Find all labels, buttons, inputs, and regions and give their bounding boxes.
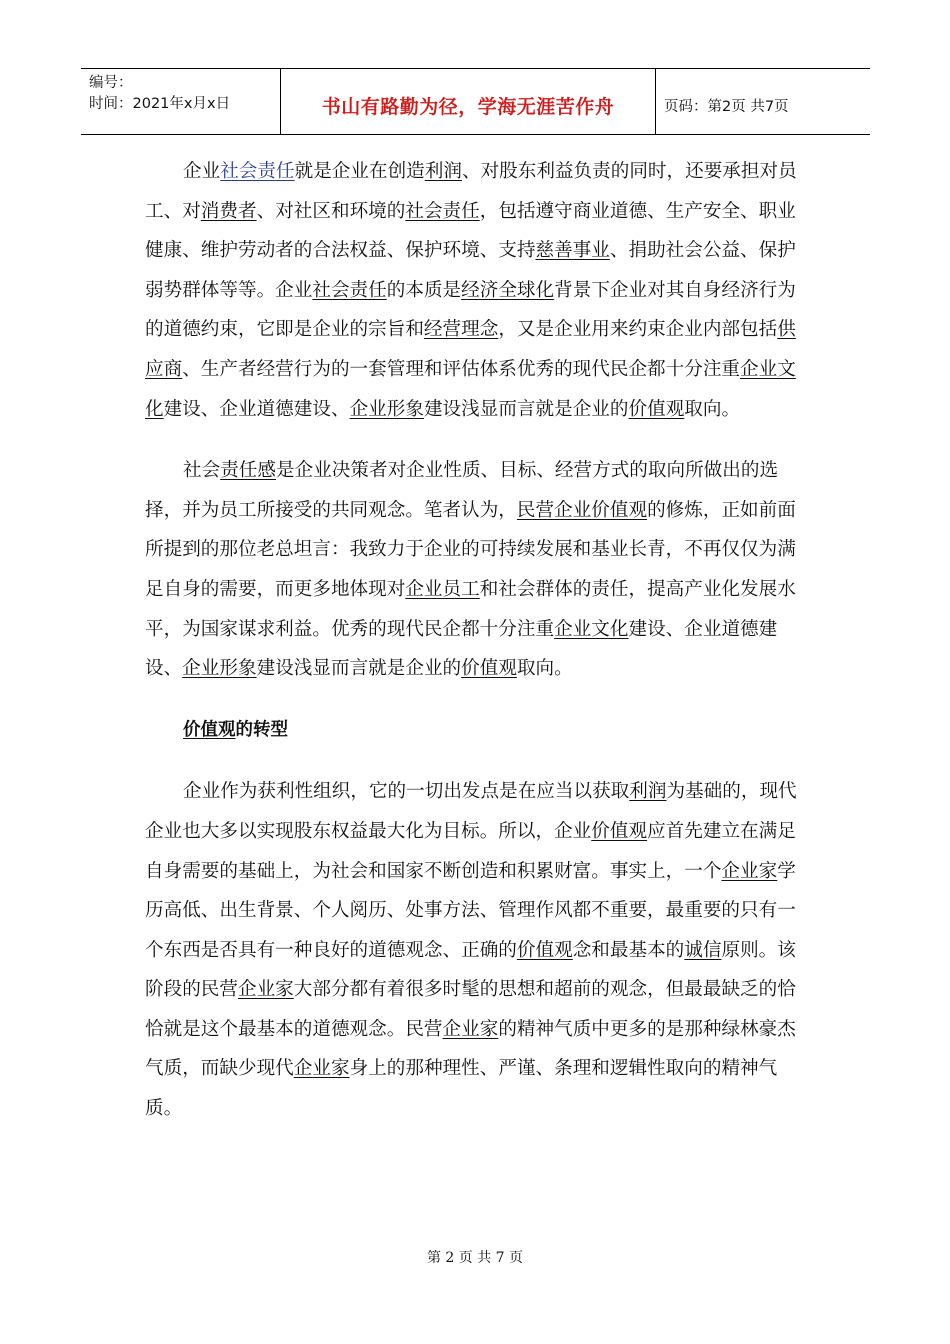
text-run: 、捐助社会公益、保护弱势群体等等。企业	[145, 240, 796, 301]
text-run: 学历高低、出生背景、个人阅历、处事方法、管理作风都不重要，最重要的只有一个东西是否具有一种良好的道德观念、正确的	[145, 860, 796, 961]
text-run: 的精神气质中更多的是那种绿林豪杰气质，而缺少现代	[145, 1018, 796, 1080]
keyword-link[interactable]: 社会责任	[220, 161, 295, 182]
keyword-link[interactable]: 企业员工	[405, 578, 480, 600]
keyword-link[interactable]: 社会责任	[405, 200, 480, 222]
keyword-link[interactable]: 民营企业价值观	[516, 499, 648, 521]
page-header	[81, 68, 870, 135]
text-run: 为基础的，现代企业也大多以实现股东权益最大化为目标。所以，企业	[145, 781, 797, 842]
text-run: 是企业决策者对企业性质、目标、经营方式的取向所做出的选择，并为员工所接受的共同观念。笔者认为，	[145, 460, 779, 521]
page-footer: 第 2 页 共 7 页	[426, 1250, 524, 1266]
keyword-link[interactable]: 企业家	[721, 860, 778, 882]
text-run: 取向。	[516, 658, 573, 680]
text-run: 背景下企业对其自身经济行为的道德约束，它即是企业的宗旨和	[145, 279, 796, 341]
keyword-link[interactable]: 利润	[424, 161, 462, 182]
keyword-link[interactable]: 供应商	[145, 319, 796, 380]
text-run: ，包括遵守商业道德、生产安全、职业健康、维护劳动者的合法权益、保护环境、支持	[145, 200, 796, 262]
document-body	[145, 152, 813, 1129]
text-run: 身上的那种理性、严谨、条理和逻辑性取向的精神气质。	[145, 1058, 778, 1120]
keyword-link[interactable]: 经营理念	[423, 319, 499, 341]
keyword-link[interactable]: 企业文化	[554, 618, 629, 640]
header-motto: 书山有路勤为径，学海无涯苦作舟	[281, 69, 656, 134]
keyword-link[interactable]: 企业家	[442, 1018, 499, 1040]
text-run: 、生产者经营行为的一套管理和评估体系优秀的现代民企都十分注重	[182, 358, 741, 380]
keyword-link[interactable]: 企业家	[293, 1058, 350, 1080]
text-run: 大部分都有着很多时髦的思想和超前的观念，但最最缺乏的恰恰就是这个最基本的道德观念。民营	[145, 979, 796, 1040]
keyword-link[interactable]: 消费者	[200, 200, 257, 222]
paragraph-3	[145, 772, 813, 1128]
keyword-link[interactable]: 价值观	[461, 658, 517, 680]
text-run: 的修炼，正如前面所提到的那位老总坦言：我致力于企业的可持续发展和基业长青，不再仅仅为满足自身的需要，而更多地体现对	[145, 499, 796, 600]
text-run: 取向。	[684, 398, 741, 420]
text-run: 建设、企业道德建设、	[145, 618, 778, 680]
keyword-link[interactable]: 慈善事业	[535, 240, 610, 262]
keyword-link[interactable]: 诚信	[684, 939, 722, 961]
keyword-link[interactable]: 企业家	[237, 979, 294, 1001]
text-run: 就是企业在创造	[294, 161, 425, 182]
keyword-link[interactable]: 社会责任	[312, 279, 387, 301]
text-run: 建设浅显而言就是企业的	[423, 398, 629, 420]
keyword-link[interactable]: 价值观	[628, 398, 685, 420]
text-run: ，又是企业用来约束企业内部包括	[498, 319, 778, 341]
header-page-info: 页码：第2页 共7页	[664, 99, 789, 115]
keyword-link[interactable]: 责任感	[220, 460, 276, 482]
section-heading	[145, 711, 813, 751]
date-label: 时间：2021年x月x日	[89, 96, 231, 112]
keyword-link[interactable]: 价值观	[591, 820, 648, 842]
paragraph-1	[145, 152, 813, 429]
keyword-link[interactable]: 价值观	[516, 939, 573, 961]
code-label: 编号：	[89, 75, 133, 91]
text-run: 建设、企业道德建设、	[163, 398, 350, 420]
header-meta	[81, 69, 281, 134]
keyword-link[interactable]: 企业形象	[182, 658, 257, 680]
keyword-link[interactable]: 利润	[629, 781, 667, 803]
text-run: 念和最基本的	[572, 939, 685, 961]
text-run: 企业作为获利性组织，它的一切出发点是在应当以获取	[183, 781, 630, 803]
text-run: 原则。该阶段的民营	[145, 939, 796, 1001]
text-run: 社会	[183, 460, 221, 482]
keyword-link[interactable]: 经济全球化	[461, 279, 555, 301]
text-run: 、对股东利益负责的同时，还要承担对员工、对	[145, 161, 797, 222]
keyword-link[interactable]: 企业形象	[349, 398, 424, 420]
keyword-link[interactable]: 企业文化	[145, 358, 796, 420]
text-run: 企业	[183, 161, 221, 182]
text-run: 、对社区和环境的	[256, 200, 406, 222]
text-run: 和社会群体的责任，提高产业化发展水平，为国家谋求利益。优秀的现代民企都十分注重	[145, 578, 796, 640]
text-run: 应首先建立在满足自身需要的基础上，为社会和国家不断创造和积累财富。事实上，一个	[145, 820, 796, 882]
text-run: 建设浅显而言就是企业的	[256, 658, 462, 680]
section-heading-link[interactable]: 价值观	[183, 719, 236, 740]
section-heading-text: 的转型	[235, 719, 288, 740]
text-run: 的本质是	[386, 279, 462, 301]
paragraph-2	[145, 451, 813, 689]
